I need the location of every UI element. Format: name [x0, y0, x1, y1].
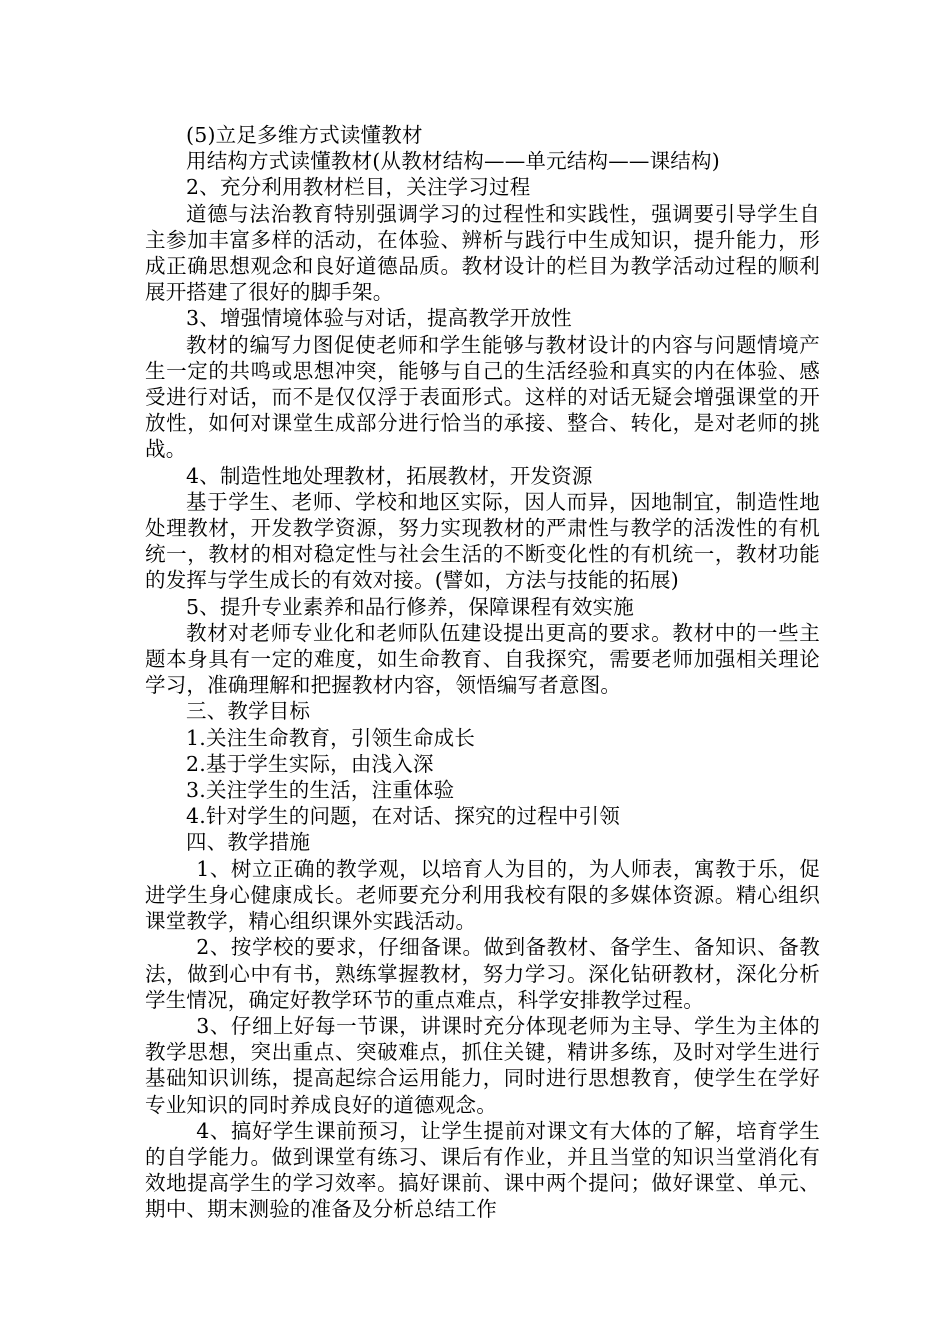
section-heading: 三、教学目标 — [186, 699, 311, 724]
measure-paragraph: 3、仔细上好每一节课，讲课时充分体现老师为主导、学生为主体的教学思想，突出重点、突破难点，抓住关键，精讲多练，及时对学生进行基础知识训练，提高起综合运用能力，同时进行思想教育，使学生在学好专业知识的同时养成良好的道德观念。 — [145, 1013, 820, 1117]
body-paragraph: 基于学生、老师、学校和地区实际，因人而异，因地制宜，制造性地处理教材，开发教学资源，努力实现教材的严肃性与教学的活泼性的有机统一，教材的相对稳定性与社会生活的不断变化性的有机统一，教材功能的发挥与学生成长的有效对接。(譬如，方法与技能的拓展) — [145, 489, 820, 593]
section-heading: 2.基于学生实际，由浅入深 — [186, 751, 434, 776]
section-heading: 四、教学措施 — [186, 830, 311, 855]
section-heading: 5、提升专业素养和品行修养，保障课程有效实施 — [186, 594, 634, 619]
body-paragraph: 教材的编写力图促使老师和学生能够与教材设计的内容与问题情境产生一定的共鸣或思想冲突，能够与自己的生活经验和真实的内在体验、感受进行对话，而不是仅仅浮于表面形式。这样的对话无疑会增强课堂的开放性，如何对课堂生成部分进行恰当的承接、整合、转化，是对老师的挑战。 — [145, 332, 820, 462]
measure-paragraph: 4、搞好学生课前预习，让学生提前对课文有大体的了解，培育学生的自学能力。做到课堂有练习、课后有作业，并且当堂的知识当堂消化有效地提高学生的学习效率。搞好课前、课中两个提问；做好课堂、单元、期中、期末测验的准备及分析总结工作 — [145, 1118, 820, 1222]
section-heading: 1.关注生命教育，引领生命成长 — [186, 725, 476, 750]
section-heading: 3、增强情境体验与对话，提高教学开放性 — [186, 306, 572, 331]
measure-paragraph: 1、树立正确的教学观，以培育人为目的，为人师表，寓教于乐，促进学生身心健康成长。老师要充分利用我校有限的多媒体资源。精心组织课堂教学，精心组织课外实践活动。 — [145, 856, 820, 934]
section-heading: 2、充分利用教材栏目，关注学习过程 — [186, 175, 531, 200]
measure-paragraph: 2、按学校的要求，仔细备课。做到备教材、备学生、备知识、备教法，做到心中有书，熟练掌握教材，努力学习。深化钻研教材，深化分析学生情况，确定好教学环节的重点难点，科学安排教学过程。 — [145, 935, 820, 1012]
section-heading: (5)立足多维方式读懂教材 — [186, 123, 423, 147]
document-body — [145, 122, 820, 1223]
section-heading: 4、制造性地处理教材，拓展教材，开发资源 — [186, 463, 593, 488]
body-paragraph: 用结构方式读懂教材(从教材结构——单元结构——课结构) — [186, 149, 720, 174]
body-paragraph: 道德与法治教育特别强调学习的过程性和实践性，强调要引导学生自主参加丰富多样的活动，在体验、辨析与践行中生成知识，提升能力，形成正确思想观念和良好道德品质。教材设计的栏目为教学活动过程的顺利展开搭建了很好的脚手架。 — [145, 201, 820, 305]
body-paragraph: 教材对老师专业化和老师队伍建设提出更高的要求。教材中的一些主题本身具有一定的难度，如生命教育、自我探究，需要老师加强相关理论学习，准确理解和把握教材内容，领悟编写者意图。 — [145, 620, 820, 698]
section-heading: 3.关注学生的生活，注重体验 — [186, 778, 455, 803]
section-heading: 4.针对学生的问题，在对话、探究的过程中引领 — [186, 804, 620, 829]
